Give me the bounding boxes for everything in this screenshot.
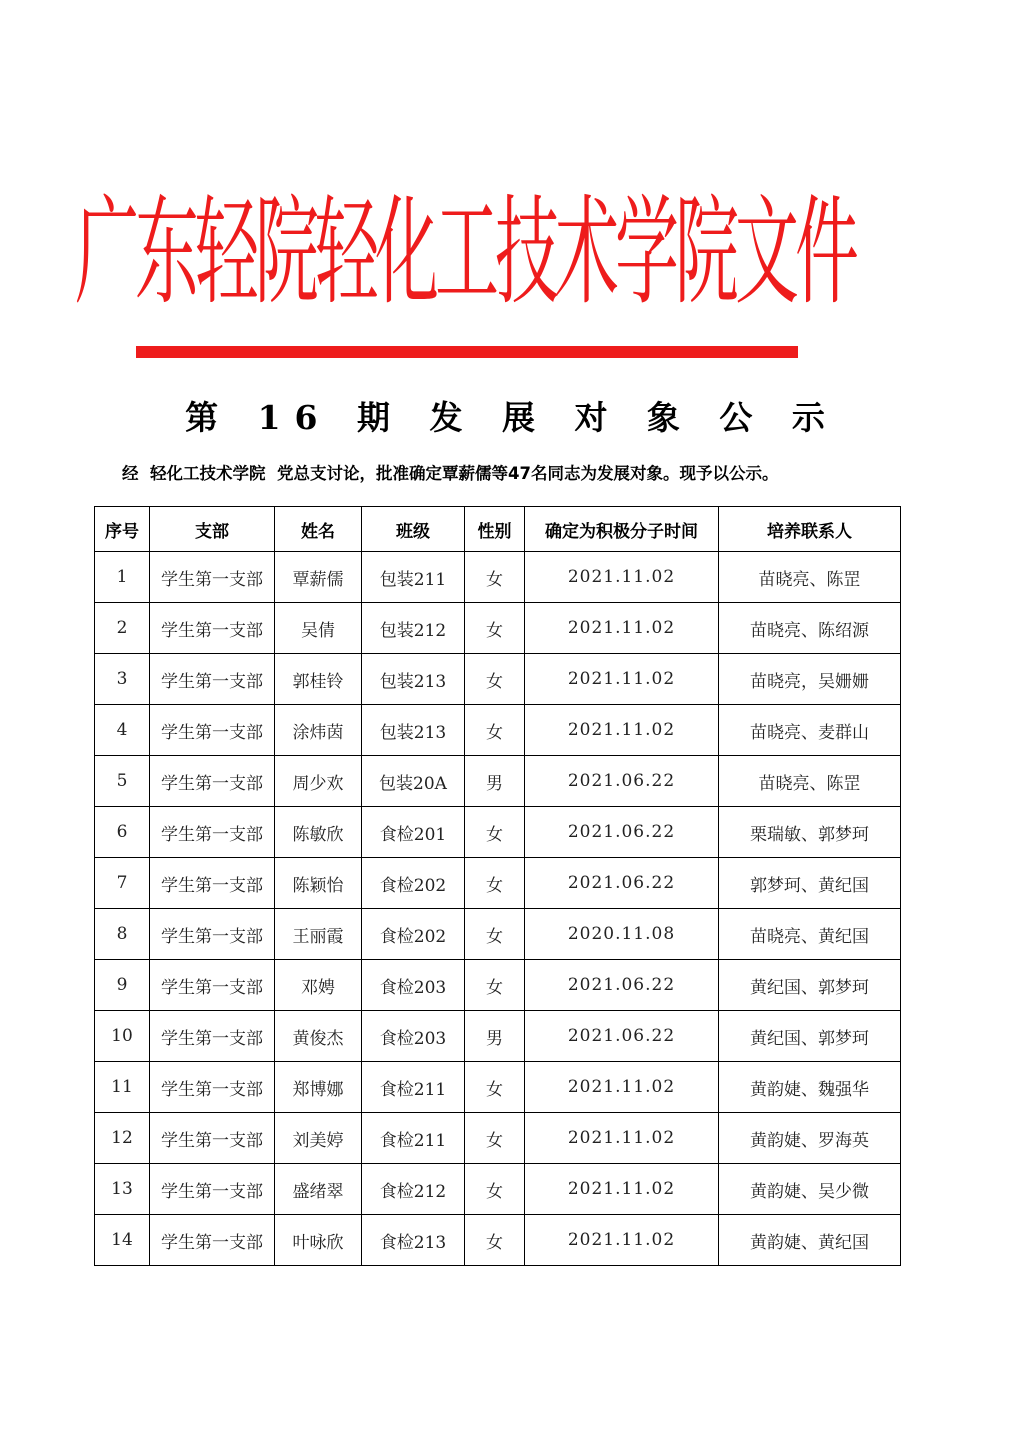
cell-gender: 女 (465, 960, 525, 1011)
cell-contacts: 黄韵婕、罗海英 (719, 1113, 901, 1164)
cell-branch: 学生第一支部 (150, 858, 275, 909)
cell-no: 11 (95, 1062, 150, 1113)
cell-date: 2021.06.22 (525, 1011, 719, 1062)
cell-date: 2021.11.02 (525, 1113, 719, 1164)
cell-contacts: 黄韵婕、黄纪国 (719, 1215, 901, 1266)
cell-branch: 学生第一支部 (150, 552, 275, 603)
cell-branch: 学生第一支部 (150, 1164, 275, 1215)
document-header (75, 168, 855, 323)
column-header-contacts: 培养联系人 (719, 507, 901, 552)
cell-date: 2021.11.02 (525, 1062, 719, 1113)
table-row (95, 1062, 901, 1113)
table-row (95, 552, 901, 603)
cell-gender: 女 (465, 1062, 525, 1113)
cell-no: 14 (95, 1215, 150, 1266)
cell-name: 邓娉 (275, 960, 362, 1011)
cell-contacts: 苗晓亮、麦群山 (719, 705, 901, 756)
column-header-name: 姓名 (275, 507, 362, 552)
cell-gender: 女 (465, 807, 525, 858)
cell-class: 食检211 (362, 1062, 465, 1113)
cell-date: 2021.11.02 (525, 1164, 719, 1215)
cell-class: 食检202 (362, 909, 465, 960)
notice-intro-text: 经 轻化工技术学院 党总支讨论，批准确定覃薪儒等47名同志为发展对象。现予以公示。 (122, 464, 779, 483)
cell-contacts: 苗晓亮、陈罡 (719, 552, 901, 603)
column-header-branch: 支部 (150, 507, 275, 552)
cell-no: 8 (95, 909, 150, 960)
table-row (95, 858, 901, 909)
notice-title: 第 16 期 发 展 对 象 公 示 (185, 398, 839, 437)
cell-class: 食检202 (362, 858, 465, 909)
cell-name: 陈颖怡 (275, 858, 362, 909)
table-row (95, 1215, 901, 1266)
cell-date: 2021.06.22 (525, 960, 719, 1011)
cell-no: 3 (95, 654, 150, 705)
cell-name: 刘美婷 (275, 1113, 362, 1164)
cell-gender: 女 (465, 858, 525, 909)
table-row (95, 960, 901, 1011)
cell-name: 盛绪翠 (275, 1164, 362, 1215)
cell-branch: 学生第一支部 (150, 654, 275, 705)
cell-date: 2021.11.02 (525, 705, 719, 756)
cell-contacts: 黄纪国、郭梦珂 (719, 960, 901, 1011)
cell-contacts: 黄韵婕、吴少微 (719, 1164, 901, 1215)
table-header-row (95, 507, 901, 552)
cell-gender: 女 (465, 1113, 525, 1164)
cell-contacts: 黄纪国、郭梦珂 (719, 1011, 901, 1062)
cell-gender: 女 (465, 603, 525, 654)
cell-gender: 女 (465, 1215, 525, 1266)
cell-class: 食检212 (362, 1164, 465, 1215)
cell-gender: 女 (465, 654, 525, 705)
column-header-class: 班级 (362, 507, 465, 552)
cell-gender: 女 (465, 552, 525, 603)
cell-date: 2021.11.02 (525, 654, 719, 705)
table-row (95, 807, 901, 858)
cell-name: 郑博娜 (275, 1062, 362, 1113)
cell-contacts: 苗晓亮、陈罡 (719, 756, 901, 807)
cell-class: 食检201 (362, 807, 465, 858)
red-divider-rule (136, 346, 798, 358)
table-row (95, 654, 901, 705)
cell-no: 10 (95, 1011, 150, 1062)
cell-date: 2021.11.02 (525, 552, 719, 603)
table-row (95, 603, 901, 654)
cell-branch: 学生第一支部 (150, 960, 275, 1011)
cell-branch: 学生第一支部 (150, 756, 275, 807)
cell-gender: 男 (465, 1011, 525, 1062)
cell-date: 2021.06.22 (525, 807, 719, 858)
cell-no: 12 (95, 1113, 150, 1164)
cell-branch: 学生第一支部 (150, 1215, 275, 1266)
cell-name: 涂炜茵 (275, 705, 362, 756)
table-row (95, 1164, 901, 1215)
cell-name: 周少欢 (275, 756, 362, 807)
cell-class: 包装20A (362, 756, 465, 807)
candidate-table (94, 506, 901, 1266)
table-row (95, 756, 901, 807)
issuer-title: 广东轻院轻化工技术学院文件 (75, 185, 855, 323)
cell-class: 食检211 (362, 1113, 465, 1164)
cell-date: 2021.11.02 (525, 603, 719, 654)
cell-contacts: 栗瑞敏、郭梦珂 (719, 807, 901, 858)
cell-contacts: 苗晓亮，吴姗姗 (719, 654, 901, 705)
table-row (95, 705, 901, 756)
cell-name: 王丽霞 (275, 909, 362, 960)
cell-class: 食检203 (362, 960, 465, 1011)
cell-date: 2021.06.22 (525, 756, 719, 807)
column-header-date: 确定为积极分子时间 (525, 507, 719, 552)
cell-date: 2021.06.22 (525, 858, 719, 909)
cell-class: 包装212 (362, 603, 465, 654)
cell-no: 7 (95, 858, 150, 909)
column-header-no: 序号 (95, 507, 150, 552)
cell-branch: 学生第一支部 (150, 603, 275, 654)
cell-no: 4 (95, 705, 150, 756)
cell-name: 吴倩 (275, 603, 362, 654)
cell-contacts: 苗晓亮、黄纪国 (719, 909, 901, 960)
cell-no: 9 (95, 960, 150, 1011)
cell-branch: 学生第一支部 (150, 705, 275, 756)
cell-name: 陈敏欣 (275, 807, 362, 858)
notice-intro (122, 460, 778, 484)
cell-name: 叶咏欣 (275, 1215, 362, 1266)
cell-name: 黄俊杰 (275, 1011, 362, 1062)
column-header-gender: 性别 (465, 507, 525, 552)
cell-no: 6 (95, 807, 150, 858)
cell-class: 包装211 (362, 552, 465, 603)
table-row (95, 1011, 901, 1062)
cell-no: 2 (95, 603, 150, 654)
cell-gender: 女 (465, 1164, 525, 1215)
cell-name: 郭桂铃 (275, 654, 362, 705)
cell-class: 包装213 (362, 654, 465, 705)
table-row (95, 909, 901, 960)
cell-class: 食检213 (362, 1215, 465, 1266)
cell-name: 覃薪儒 (275, 552, 362, 603)
cell-gender: 男 (465, 756, 525, 807)
cell-branch: 学生第一支部 (150, 1062, 275, 1113)
cell-branch: 学生第一支部 (150, 1011, 275, 1062)
cell-branch: 学生第一支部 (150, 807, 275, 858)
cell-gender: 女 (465, 705, 525, 756)
cell-gender: 女 (465, 909, 525, 960)
cell-no: 1 (95, 552, 150, 603)
cell-branch: 学生第一支部 (150, 909, 275, 960)
table-row (95, 1113, 901, 1164)
cell-no: 13 (95, 1164, 150, 1215)
cell-branch: 学生第一支部 (150, 1113, 275, 1164)
cell-contacts: 黄韵婕、魏强华 (719, 1062, 901, 1113)
cell-date: 2020.11.08 (525, 909, 719, 960)
cell-class: 包装213 (362, 705, 465, 756)
cell-no: 5 (95, 756, 150, 807)
cell-contacts: 苗晓亮、陈绍源 (719, 603, 901, 654)
cell-date: 2021.11.02 (525, 1215, 719, 1266)
cell-contacts: 郭梦珂、黄纪国 (719, 858, 901, 909)
cell-class: 食检203 (362, 1011, 465, 1062)
